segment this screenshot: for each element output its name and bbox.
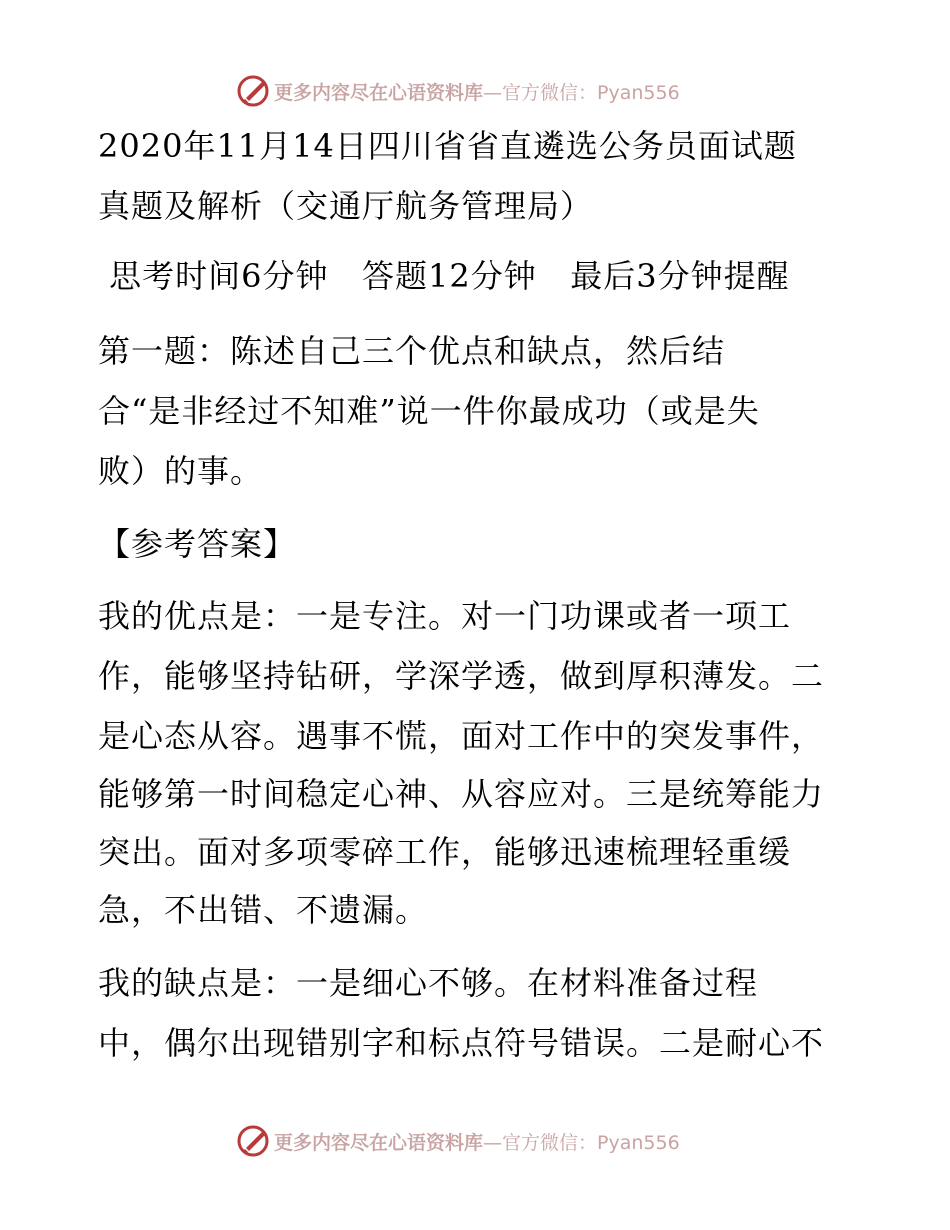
paragraph2-line-2: 中，偶尔出现错别字和标点符号错误。二是耐心不 [98, 1024, 825, 1062]
paragraph1-line-4: 能够第一时间稳定心神、从容应对。三是统筹能力 [98, 775, 825, 813]
paragraph1-line-1: 我的优点是：一是专注。对一门功课或者一项工 [98, 597, 792, 635]
question-line-3: 败）的事。 [98, 452, 264, 490]
paragraph1-line-3: 是心态从容。遇事不慌，面对工作中的突发事件， [98, 717, 825, 755]
watermark-sub-text: —官方微信：Pyan556 [483, 81, 680, 104]
paragraph2-line-1: 我的缺点是：一是细心不够。在材料准备过程 [98, 964, 759, 1002]
title-line-2: 真题及解析（交通厅航务管理局） [98, 187, 594, 225]
question-line-1: 第一题：陈述自己三个优点和缺点，然后结 [98, 332, 726, 370]
quill-logo-icon [236, 1124, 270, 1158]
answer-heading: 【参考答案】 [98, 525, 297, 563]
watermark-main-text: 更多内容尽在心语资料库 [274, 81, 484, 104]
timing-line: 思考时间6分钟 答题12分钟 最后3分钟提醒 [98, 257, 790, 295]
header-watermark [236, 71, 680, 111]
quill-logo-icon [236, 74, 270, 108]
paragraph1-line-5: 突出。面对多项零碎工作，能够迅速梳理轻重缓 [98, 833, 792, 871]
paragraph1-line-2: 作，能够坚持钻研，学深学透，做到厚积薄发。二 [98, 657, 825, 695]
watermark-main-text: 更多内容尽在心语资料库 [274, 1131, 484, 1154]
watermark-sub-text: —官方微信：Pyan556 [483, 1131, 680, 1154]
footer-watermark [236, 1121, 680, 1161]
title-line-1: 2020年11月14日四川省省直遴选公务员面试题 [98, 127, 797, 165]
paragraph1-line-6: 急，不出错、不遗漏。 [98, 891, 429, 929]
question-line-2: 合“是非经过不知难”说一件你最成功（或是失 [98, 392, 760, 430]
